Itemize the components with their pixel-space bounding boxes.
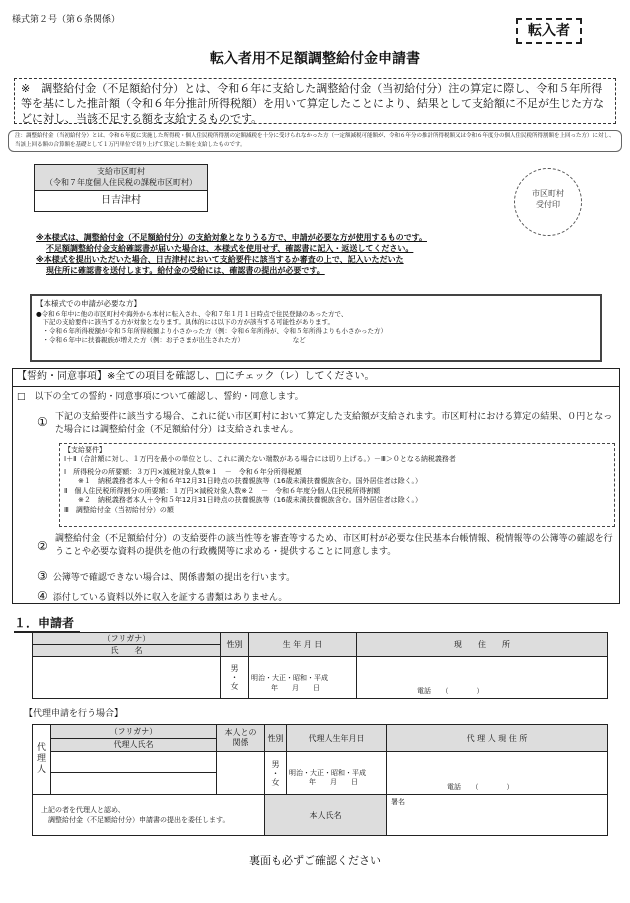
- oath-item-number: ②: [37, 539, 48, 553]
- proxy-gender-field[interactable]: [265, 752, 287, 795]
- applicant-section-title: １．申請者: [14, 614, 80, 633]
- applicant-birth-label: 生 年 月 日: [249, 633, 357, 657]
- municipality-name: 日吉津村: [101, 195, 141, 206]
- requirement-line: ※２ 納税義務者本人＋令和５年12月31日時点の扶養親族等（16歳未満扶養親族含む。国外居住者は除く。）: [64, 496, 422, 505]
- proxy-table: [32, 724, 608, 836]
- era-options: 明治・大正・昭和・平成: [251, 674, 328, 683]
- oath-item-text: 調整給付金（不足額給付分）の支給要件の該当性等を審査等するため、市区町村が必要な住民基本台帳情報、税情報等の公簿等の確認を行うことや必要な資料の提供を他の行政機関等に求める・提供することに同意します。: [55, 534, 613, 557]
- applicant-furigana-label: （フリガナ）: [33, 633, 221, 645]
- consent-cell: [33, 795, 265, 836]
- applicant-address-field[interactable]: [357, 657, 608, 699]
- proxy-gender-label: 性別: [265, 725, 287, 752]
- page-title: 転入者用不足額調整給付金申請書: [210, 51, 420, 67]
- requirement-line: Ⅱ 個人住民税所得割分の所要額：１万円×減税対象人数※２ － 令和６年度分個人住民税所得割額: [64, 486, 381, 495]
- eligible-title: 【本様式での申請が必要な方】: [36, 299, 141, 308]
- eligible-line: ・令和６年中に扶養親族が増えた方（例：お子さまが出生された方） など: [36, 335, 306, 344]
- form-number: 様式第２号（第６条関係）: [12, 15, 121, 25]
- oath-section: [12, 368, 620, 604]
- requirement-line: Ⅰ 所得税分の所要額：３万円×減税対象人数※１ － 令和６年分所得税額: [64, 467, 302, 476]
- gender-options: 男 ・ 女: [271, 759, 280, 787]
- signature-label: 署名: [391, 798, 405, 807]
- intro-note: 注：調整給付金（当初給付分）とは、令和６年度に実施した所得税・個人住民税所得割の定額減税を十分に受けられなかった方（一定額減税可能額が、令和６年分の推計所得税額又は令和６年度分の個人住民税所得割額を上回った方）に対し、当該上回る額の合算額を基礎として１万円単位で切り上げて算定した額を支給したものです。: [15, 133, 615, 148]
- oath-item-number: ①: [37, 415, 48, 429]
- notice-line: ※本様式を提出いただいた場合、日吉津村において支給要件に該当するか審査の上で、記入いただいた: [36, 255, 404, 264]
- proxy-address-field[interactable]: [387, 752, 608, 795]
- phone-label: 電話 （ ）: [447, 782, 514, 791]
- notice-line: 現住所に確認書を送付します。給付金の受給には、確認書の提出が必要です。: [46, 266, 325, 275]
- eligible-line: 下記の支給要件に該当する方が対象となります。具体的には以下の方が該当する可能性があります。: [36, 318, 334, 327]
- oath-agree-checkbox[interactable]: □ 以下の全ての誓約・同意事項について確認し、誓約・同意します。: [17, 391, 304, 402]
- oath-item-text: 公簿等で確認できない場合は、関係書類の提出を行います。: [52, 573, 296, 583]
- reception-seal: [514, 168, 582, 236]
- date-units: 年 月 日: [309, 778, 358, 787]
- oath-item-text: 添付している資料以外に収入を証する書類はありません。: [52, 593, 288, 603]
- municipality-head: 支給市区町村 （令和７年度個人住民税の課税市区町村）: [35, 165, 207, 191]
- proxy-name-label: 代理人氏名: [51, 738, 217, 752]
- oath-item-number: ③: [37, 569, 48, 583]
- gender-options: 男 ・ 女: [230, 664, 239, 691]
- proxy-section-title: 【代理申請を行う場合】: [24, 709, 124, 719]
- reception-seal-label: 市区町村 受付印: [532, 189, 564, 210]
- consent-text: 上記の者を代理人と認め、 調整給付金（不足額給付分）申請書の提出を委任します。: [41, 805, 230, 825]
- transferee-stamp-label: 転入者: [528, 23, 570, 39]
- requirements-title: 【支給要件】: [64, 446, 106, 454]
- principal-signature-field[interactable]: [387, 795, 608, 836]
- principal-name-label: 本人氏名: [265, 795, 387, 836]
- intro-text: ※ 調整給付金（不足額給付分）とは、令和６年に支給した調整給付金（当初給付分）注の算定に際し、令和５年所得等を基にした推計額（令和６年分推計所得税額）を用いて算定したことにより、結果として支給額に不足が生じた方などに対し、当該不足する額を支給するものです。: [21, 82, 604, 125]
- notices: [36, 232, 506, 276]
- intro-box: [14, 78, 616, 124]
- phone-label: 電話 （ ）: [417, 686, 484, 695]
- requirement-line: ※１ 納税義務者本人＋令和６年12月31日時点の扶養親族等（16歳未満扶養親族含む。国外居住者は除く。）: [64, 477, 422, 486]
- oath-item-text: 下記の支給要件に該当する場合、これに従い市区町村において算定した支給額が支給されます。市区町村における算定の結果、０円となった場合には調整給付金（不足額給付分）は支給されません。: [55, 412, 613, 435]
- oath-item-4: [37, 585, 617, 605]
- applicant-name-label: 氏 名: [33, 645, 221, 657]
- requirement-line: Ⅲ 調整給付金（当初給付分）の額: [64, 505, 174, 514]
- era-options: 明治・大正・昭和・平成: [289, 768, 366, 777]
- proxy-furigana-field[interactable]: [51, 752, 217, 772]
- date-units: 年 月 日: [271, 683, 320, 692]
- municipality-box: [34, 164, 208, 212]
- intro-note-box: [8, 130, 622, 152]
- eligible-line: ・令和６年所得税額が令和５年所得税額より小さかった方（例：令和６年所得が、令和５年所得よりも小さかった方）: [36, 327, 387, 336]
- footer-note: 裏面も必ずご確認ください: [249, 854, 381, 867]
- requirements-box: [59, 443, 615, 527]
- oath-heading: 【誓約・同意事項】※全ての項目を確認し、□にチェック（レ）してください。: [13, 369, 619, 387]
- proxy-relation-label: 本人との 関係: [217, 725, 265, 752]
- oath-item-2: [37, 533, 617, 558]
- applicant-name-field[interactable]: [33, 657, 221, 699]
- proxy-birth-label: 代理人生年月日: [287, 725, 387, 752]
- oath-item-3: [37, 565, 617, 585]
- applicant-address-label: 現 住 所: [357, 633, 608, 657]
- proxy-birth-field[interactable]: [287, 752, 387, 795]
- proxy-side-text: 代 理 人: [36, 743, 46, 776]
- proxy-address-label: 代 理 人 現 住 所: [387, 725, 608, 752]
- oath-item-1: [37, 411, 617, 436]
- proxy-relation-field[interactable]: [217, 752, 265, 795]
- oath-item-number: ④: [37, 589, 48, 603]
- notice-line: 不足額調整給付金支給確認書が届いた場合は、本様式を使用せず、確認書に記入・返送してください。: [46, 244, 414, 253]
- proxy-name-field[interactable]: [51, 772, 217, 795]
- eligible-line: ●令和６年中に他の市区町村や海外から本村に転入され、令和７年１月１日時点で住民登録のあった方で、: [36, 309, 348, 318]
- notice-line: ※本様式は、調整給付金（不足額給付分）の支給対象となりうる方で、申請が必要な方が使用するものです。: [36, 233, 427, 242]
- applicant-gender-field[interactable]: [221, 657, 249, 699]
- proxy-furigana-label: （フリガナ）: [51, 725, 217, 739]
- eligible-applicants-box: [30, 294, 602, 362]
- applicant-birth-field[interactable]: [249, 657, 357, 699]
- applicant-table: [32, 632, 608, 699]
- transferee-stamp: [516, 18, 582, 44]
- proxy-side-label: [33, 725, 51, 795]
- applicant-gender-label: 性別: [221, 633, 249, 657]
- requirements-formula: Ⅰ＋Ⅱ（合計額に対し、１万円を最小の単位とし、これに満たない端数がある場合には切り上げる。）－Ⅲ＞０となる納税義務者: [64, 455, 456, 464]
